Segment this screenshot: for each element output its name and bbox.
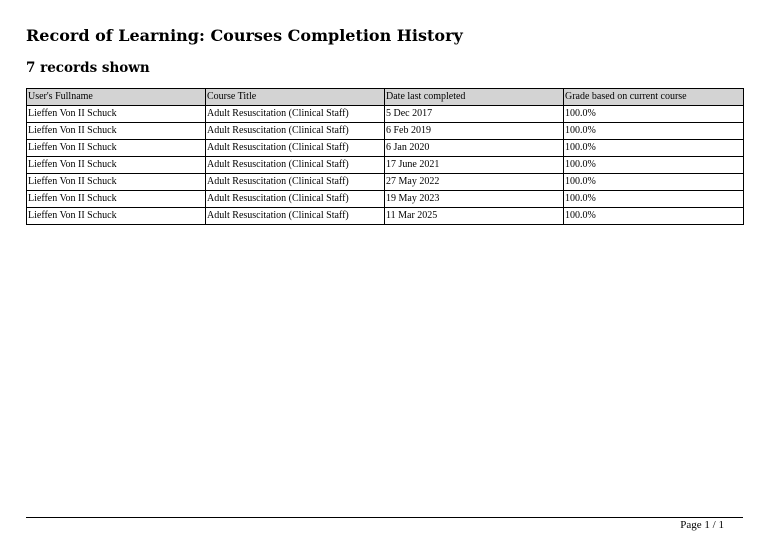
table-row: [27, 191, 744, 208]
records-count: 7 records shown: [26, 60, 150, 76]
footer-divider: [26, 517, 743, 518]
cell-fullname: Lieffen Von II Schuck: [27, 191, 206, 208]
cell-fullname: Lieffen Von II Schuck: [27, 157, 206, 174]
cell-fullname: Lieffen Von II Schuck: [27, 123, 206, 140]
cell-grade: 100.0%: [564, 208, 744, 225]
cell-course-title: Adult Resuscitation (Clinical Staff): [206, 174, 385, 191]
cell-grade: 100.0%: [564, 123, 744, 140]
cell-course-title: Adult Resuscitation (Clinical Staff): [206, 157, 385, 174]
column-header-date-completed: Date last completed: [385, 89, 564, 106]
cell-fullname: Lieffen Von II Schuck: [27, 208, 206, 225]
page-number: Page 1 / 1: [680, 519, 724, 531]
report-title: Record of Learning: Courses Completion History: [26, 26, 463, 45]
cell-date-completed: 17 June 2021: [385, 157, 564, 174]
cell-date-completed: 6 Feb 2019: [385, 123, 564, 140]
cell-grade: 100.0%: [564, 140, 744, 157]
table-row: [27, 106, 744, 123]
table-header-row: [27, 89, 744, 106]
cell-course-title: Adult Resuscitation (Clinical Staff): [206, 191, 385, 208]
table-row: [27, 157, 744, 174]
column-header-fullname: User's Fullname: [27, 89, 206, 106]
cell-date-completed: 27 May 2022: [385, 174, 564, 191]
table-row: [27, 140, 744, 157]
cell-fullname: Lieffen Von II Schuck: [27, 174, 206, 191]
cell-fullname: Lieffen Von II Schuck: [27, 106, 206, 123]
table-row: [27, 123, 744, 140]
cell-grade: 100.0%: [564, 191, 744, 208]
cell-course-title: Adult Resuscitation (Clinical Staff): [206, 208, 385, 225]
cell-date-completed: 11 Mar 2025: [385, 208, 564, 225]
records-table: [26, 88, 744, 225]
cell-date-completed: 5 Dec 2017: [385, 106, 564, 123]
table-row: [27, 208, 744, 225]
cell-fullname: Lieffen Von II Schuck: [27, 140, 206, 157]
cell-date-completed: 19 May 2023: [385, 191, 564, 208]
table-row: [27, 174, 744, 191]
cell-date-completed: 6 Jan 2020: [385, 140, 564, 157]
column-header-grade: Grade based on current course: [564, 89, 744, 106]
cell-course-title: Adult Resuscitation (Clinical Staff): [206, 106, 385, 123]
cell-grade: 100.0%: [564, 106, 744, 123]
cell-course-title: Adult Resuscitation (Clinical Staff): [206, 140, 385, 157]
cell-course-title: Adult Resuscitation (Clinical Staff): [206, 123, 385, 140]
column-header-course-title: Course Title: [206, 89, 385, 106]
cell-grade: 100.0%: [564, 157, 744, 174]
cell-grade: 100.0%: [564, 174, 744, 191]
